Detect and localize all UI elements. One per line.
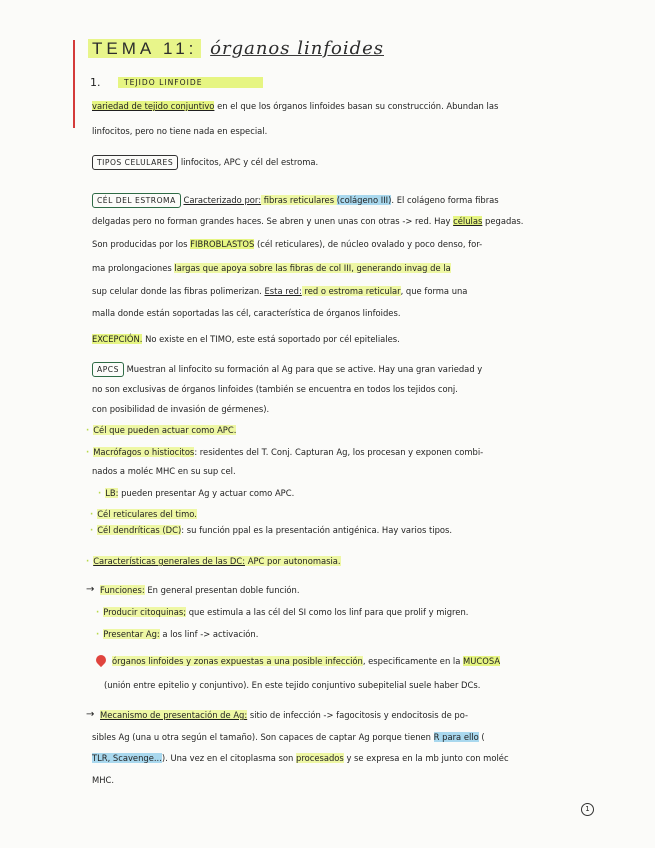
text-line: malla donde están soportadas las cél, característica de órganos linfoides. <box>92 308 401 318</box>
text-line: Funciones: En general presentan doble función. <box>100 585 300 595</box>
text-line: órganos linfoides y zonas expuestas a una posible infección, especificamente en la MUCOSA <box>112 656 501 666</box>
tipos-row: TIPOS CELULARES linfocitos, APC y cél del estroma. <box>92 155 592 170</box>
page-number: 1 <box>581 803 594 816</box>
page-title <box>88 38 384 59</box>
list-item: · Presentar Ag: a los linf -> activación. <box>96 629 259 639</box>
list-item: · Producir citoquinas; que estimula a las cél del SI como los linf para que prolif y migren. <box>96 607 469 617</box>
text-line: TLR, Scavenge...). Una vez en el citoplasma son procesados y se expresa en la mb junto con moléc <box>92 753 509 763</box>
location-pin-icon <box>94 653 108 667</box>
text-line: Son producidas por los FIBROBLASTOS (cél reticulares), de núcleo ovalado y poco denso, for- <box>92 239 483 249</box>
tipos-label: TIPOS CELULARES <box>92 155 178 170</box>
list-item: · Cél dendríticas (DC): su función ppal es la presentación antigénica. Hay varios tipos. <box>90 525 453 535</box>
margin-line <box>73 40 75 128</box>
apcs-label: APCS <box>92 362 124 377</box>
text-line: con posibilidad de invasión de gérmenes). <box>92 404 270 414</box>
text-line: (unión entre epitelio y conjuntivo). En este tejido conjuntivo subepitelial suele haber DCs. <box>104 680 481 690</box>
list-item: · Macrófagos o histiocitos: residentes del T. Conj. Capturan Ag, los procesan y exponen combi- <box>86 447 484 457</box>
list-item: · Cél que pueden actuar como APC. <box>86 425 237 435</box>
text-line: sibles Ag (una u otra según el tamaño). Son capaces de captar Ag porque tienen R para ello ( <box>92 732 485 742</box>
text-line: MHC. <box>92 775 115 785</box>
excepcion-label: EXCEPCIÓN. <box>92 334 143 344</box>
estroma-row: CÉL DEL ESTROMA Caracterizado por: fibras reticulares (colágeno III). El colágeno forma fibras <box>92 193 592 208</box>
text-line: linfocitos, pero no tiene nada en especial. <box>92 126 268 136</box>
estroma-label: CÉL DEL ESTROMA <box>92 193 181 208</box>
text-line: ma prolongaciones largas que apoya sobre las fibras de col III, generando invag de la <box>92 263 451 273</box>
text-line: Mecanismo de presentación de Ag: sitio de infección -> fagocitosis y endocitosis de po- <box>100 710 469 720</box>
section-heading: TEJIDO LINFOIDE <box>118 76 618 89</box>
title-topic: órganos linfoides <box>210 38 384 59</box>
text-line: nados a moléc MHC en su sup cel. <box>92 466 236 476</box>
text-line: delgadas pero no forman grandes haces. Se abren y unen unas con otras -> red. Hay células pegadas. <box>92 216 524 226</box>
list-item: · Características generales de las DC: APC por autonomasia. <box>86 556 341 566</box>
apcs-row: APCS Muestran al linfocito su formación al Ag para que se active. Hay una gran variedad y <box>92 362 592 377</box>
arrow-icon: → <box>86 709 95 720</box>
title-prefix: TEMA 11: <box>88 39 201 58</box>
text-line: sup celular donde las fibras polimerizan. Esta red: red o estroma reticular, que forma una <box>92 286 468 296</box>
list-item: · Cél reticulares del timo. <box>90 509 197 519</box>
text-line: no son exclusivas de órganos linfoides (también se encuentra en todos los tejidos conj. <box>92 384 458 394</box>
excepcion-row: EXCEPCIÓN. No existe en el TIMO, este está soportado por cél epiteliales. <box>92 334 400 344</box>
section-number: 1. <box>90 76 101 89</box>
text-line: variedad de tejido conjuntivo en el que los órganos linfoides basan su construcción. Abundan las <box>92 101 499 111</box>
arrow-icon: → <box>86 584 95 595</box>
list-item: · LB: pueden presentar Ag y actuar como APC. <box>98 488 295 498</box>
